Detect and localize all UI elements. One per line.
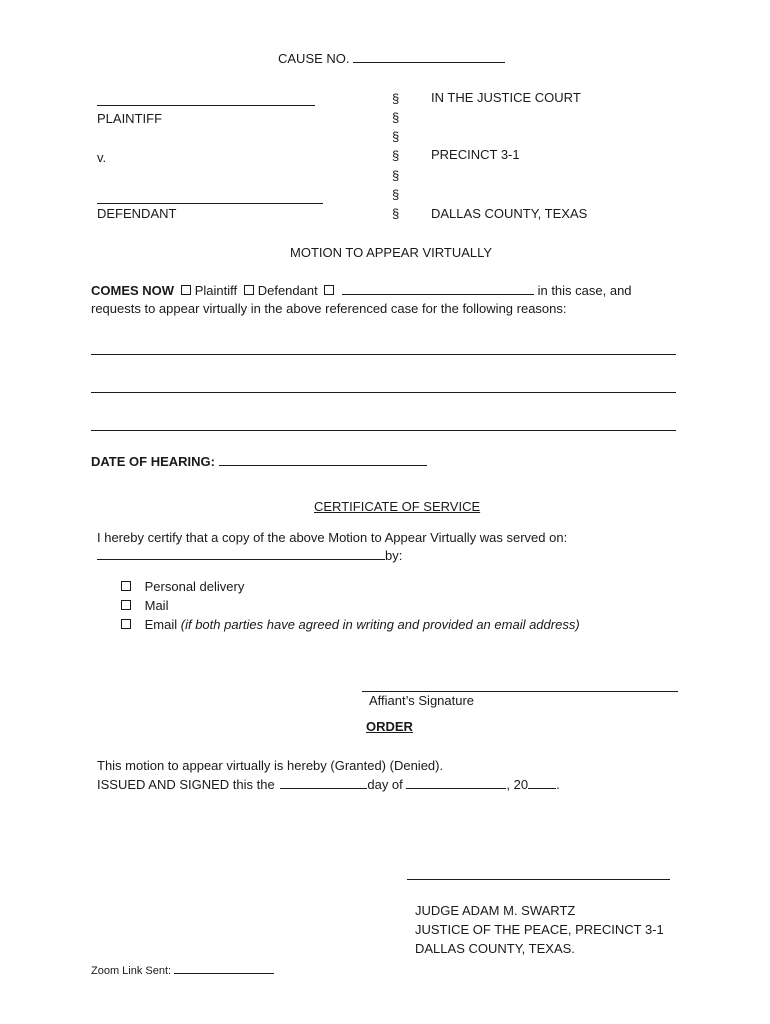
order-text: This motion to appear virtually is hereby (Granted) (Denied). bbox=[97, 758, 444, 773]
method-personal-delivery bbox=[118, 579, 244, 595]
in-this-case-text: in this case, and bbox=[537, 283, 632, 298]
zoom-link-field[interactable] bbox=[174, 964, 274, 974]
plaintiff-option-label: Plaintiff bbox=[194, 283, 238, 298]
cause-no-label: CAUSE NO. bbox=[278, 51, 350, 66]
cause-no-field[interactable] bbox=[353, 51, 505, 63]
email-note: (if both parties have agreed in writing and provided an email address) bbox=[180, 617, 580, 632]
comes-now-line bbox=[91, 283, 632, 299]
versus-label: v. bbox=[97, 150, 107, 165]
method-email bbox=[118, 617, 580, 633]
year-suffix: . bbox=[556, 777, 560, 792]
judge-name: JUDGE ADAM M. SWARTZ bbox=[415, 903, 576, 918]
section-symbol-4: § bbox=[392, 148, 400, 163]
other-party-checkbox[interactable] bbox=[324, 285, 334, 295]
reason-line-3[interactable] bbox=[91, 430, 676, 431]
reason-line-2[interactable] bbox=[91, 392, 676, 393]
personal-delivery-checkbox[interactable] bbox=[121, 581, 131, 591]
judge-title: JUSTICE OF THE PEACE, PRECINCT 3-1 bbox=[415, 922, 664, 937]
mail-checkbox[interactable] bbox=[121, 600, 131, 610]
mail-label: Mail bbox=[144, 598, 169, 613]
issued-day-field[interactable] bbox=[280, 777, 367, 789]
zoom-link-label: Zoom Link Sent: bbox=[91, 965, 172, 977]
court-name: IN THE JUSTICE COURT bbox=[431, 90, 581, 105]
section-symbol-2: § bbox=[392, 110, 400, 125]
cause-no bbox=[278, 51, 505, 67]
court-precinct: PRECINCT 3-1 bbox=[431, 147, 520, 162]
plaintiff-label: PLAINTIFF bbox=[97, 111, 163, 126]
certify-text: I hereby certify that a copy of the above Motion to Appear Virtually was served on: bbox=[97, 530, 568, 545]
issued-signed-line bbox=[97, 777, 560, 793]
judge-signature-line[interactable] bbox=[407, 879, 670, 880]
other-party-field[interactable] bbox=[342, 283, 534, 295]
affiant-signature-label: Affiant’s Signature bbox=[369, 693, 475, 708]
email-checkbox[interactable] bbox=[121, 619, 131, 629]
comes-now-label: COMES NOW bbox=[91, 283, 175, 298]
zoom-link-sent bbox=[91, 963, 274, 979]
served-on-line bbox=[97, 548, 402, 564]
requests-text: requests to appear virtually in the above referenced case for the following reasons: bbox=[91, 301, 567, 316]
section-symbol-1: § bbox=[392, 91, 400, 106]
motion-title: MOTION TO APPEAR VIRTUALLY bbox=[290, 245, 493, 260]
defendant-label: DEFENDANT bbox=[97, 206, 177, 221]
method-mail bbox=[118, 598, 168, 614]
plaintiff-checkbox[interactable] bbox=[181, 285, 191, 295]
certificate-title: CERTIFICATE OF SERVICE bbox=[314, 499, 481, 514]
judge-county: DALLAS COUNTY, TEXAS. bbox=[415, 941, 575, 956]
defendant-checkbox[interactable] bbox=[244, 285, 254, 295]
plaintiff-name-line[interactable] bbox=[97, 105, 315, 106]
section-symbol-5: § bbox=[392, 168, 400, 183]
defendant-name-line[interactable] bbox=[97, 203, 323, 204]
day-of-label: day of bbox=[367, 777, 403, 792]
court-county: DALLAS COUNTY, TEXAS bbox=[431, 206, 588, 221]
issued-year-field[interactable] bbox=[528, 777, 556, 789]
section-symbol-6: § bbox=[392, 187, 400, 202]
date-of-hearing bbox=[91, 454, 427, 470]
served-on-field[interactable] bbox=[97, 548, 385, 560]
affiant-signature-line[interactable] bbox=[362, 691, 678, 692]
reason-line-1[interactable] bbox=[91, 354, 676, 355]
email-label: Email bbox=[144, 617, 178, 632]
issued-prefix: ISSUED AND SIGNED this the bbox=[97, 777, 275, 792]
order-title: ORDER bbox=[366, 719, 413, 734]
section-symbol-7: § bbox=[392, 206, 400, 221]
section-symbol-3: § bbox=[392, 129, 400, 144]
issued-month-field[interactable] bbox=[406, 777, 506, 789]
personal-delivery-label: Personal delivery bbox=[144, 579, 245, 594]
defendant-option-label: Defendant bbox=[257, 283, 318, 298]
by-label: by: bbox=[385, 548, 403, 563]
date-of-hearing-label: DATE OF HEARING: bbox=[91, 454, 215, 469]
year-prefix: , 20 bbox=[506, 777, 529, 792]
date-of-hearing-field[interactable] bbox=[219, 454, 427, 466]
